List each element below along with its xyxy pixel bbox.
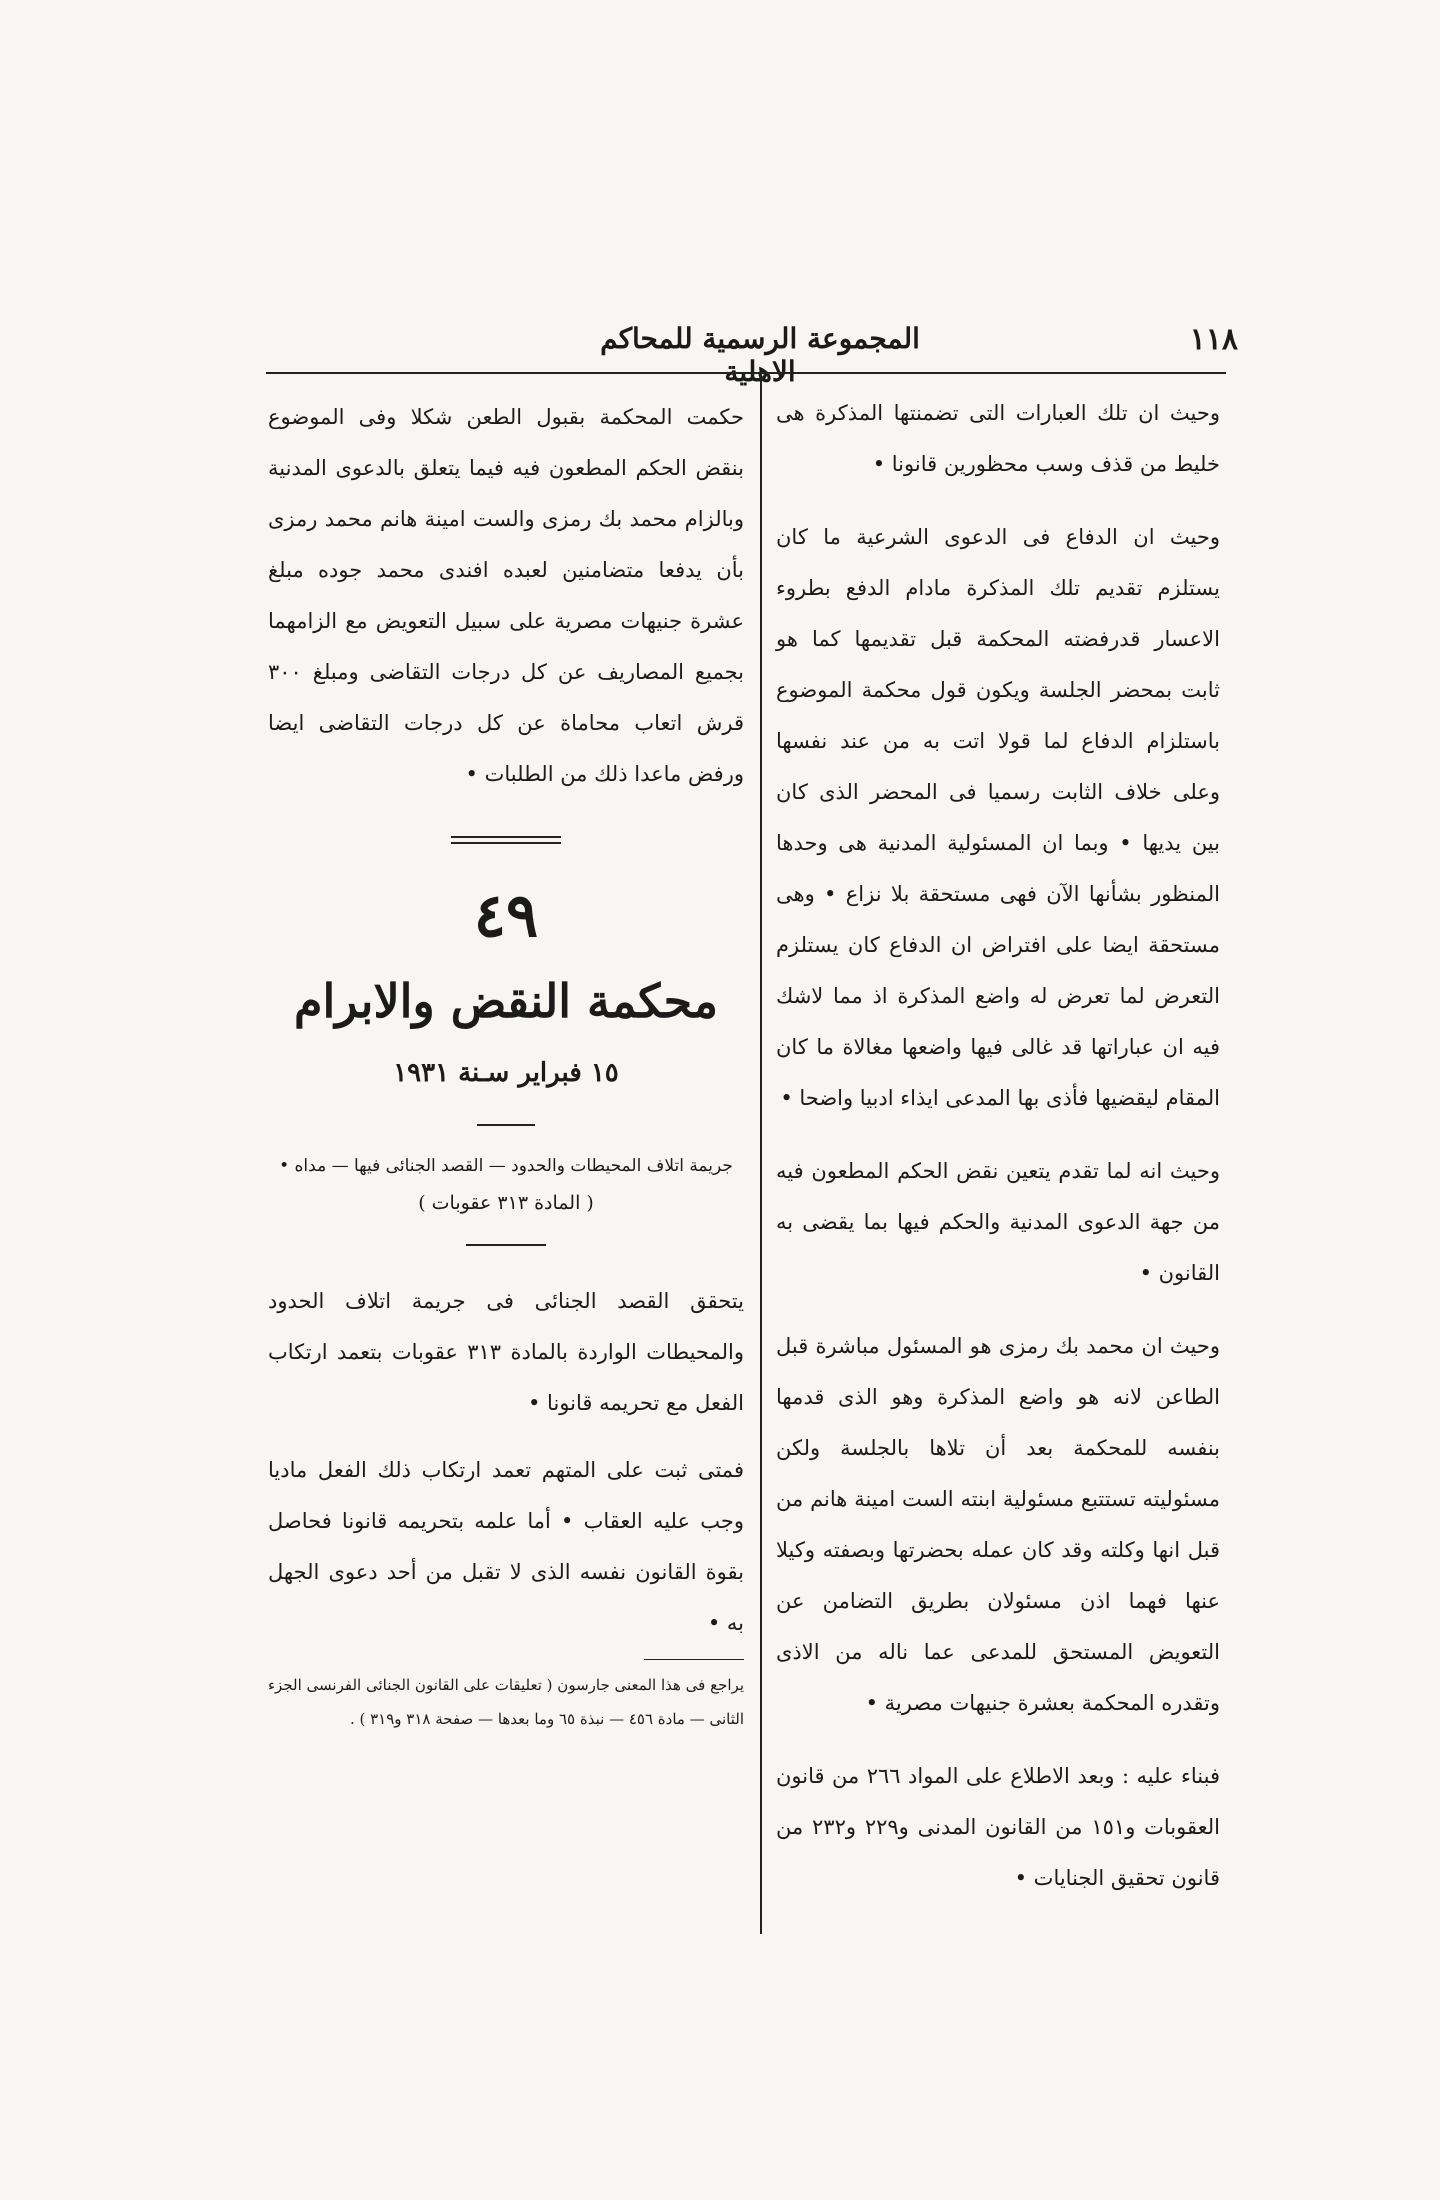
summary-paragraph: يتحقق القصد الجنائى فى جريمة اتلاف الحدود والمحيطات الواردة بالمادة ٣١٣ عقوبات بتعمد ارتكاب الفعل مع تحريمه قانونا • (268, 1289, 744, 1415)
court-name: محكمة النقض والابرام (294, 974, 718, 1028)
summary-paragraph: فمتى ثبت على المتهم تعمد ارتكاب ذلك الفعل ماديا وجب عليه العقاب • أما علمه بتحريمه قانونا فحاصل بقوة القانون نفسه الذى لا تقبل من أحد دعوى الجهل به • (268, 1458, 744, 1635)
header-rule (266, 372, 1226, 374)
paragraph: وحيث ان محمد بك رمزى هو المسئول مباشرة قبل الطاعن لانه هو واضع المذكرة وهو الذى قدمها بنفسه للمحكمة بعد أن تلاها بالجلسة ولكن مسئوليته تستتبع مسئولية ابنته الست امينة هانم من قبل انها وكلته وقد كان عمله بحضرتها وبصفته وكيلا عنها فهما اذن مسئولان بطريق التضامن عن التعويض المستحق للمدعى عما ناله من الاذى وتقدره المحكمة بعشرة جنيهات مصرية • (776, 1334, 1220, 1715)
column-divider (760, 374, 762, 1934)
paragraph: وحيث انه لما تقدم يتعين نقض الحكم المطعون فيه من جهة الدعوى المدنية والحكم فيها بما يقضى به القانون • (776, 1159, 1220, 1285)
paragraph: فبناء عليه : وبعد الاطلاع على المواد ٢٦٦ من قانون العقوبات و١٥١ من القانون المدنى و٢٢٩ و٢٣٢ من قانون تحقيق الجنايات • (776, 1764, 1220, 1890)
short-rule (466, 1244, 546, 1246)
footnote: يراجع فى هذا المعنى جارسون ( تعليقات على القانون الجنائى الفرنسى الجزء الثانى — مادة ٤٥٦ — نبذة ٦٥ وما بعدها — صفحة ٣١٨ و٣١٩ ) . (268, 1676, 744, 1728)
footnote-rule (644, 1659, 744, 1660)
case-summary (268, 1276, 744, 1649)
paragraph: وحيث ان تلك العبارات التى تضمنتها المذكرة هى خليط من قذف وسب محظورين قانونا • (776, 401, 1220, 476)
case-heading (268, 836, 744, 1246)
page-number: ١١٨ (1189, 322, 1238, 357)
article-reference: ( المادة ٣١٣ عقوبات ) (418, 1192, 594, 1214)
paragraph: وحيث ان الدفاع فى الدعوى الشرعية ما كان يستلزم تقديم تلك المذكرة مادام الدفع بطروء الاعسار قدرفضته المحكمة قبل تقديمها كما هو ثابت بمحضر الجلسة ويكون قول محكمة الموضوع باستلزام الدفاع لما قولا اتت به من عند نفسها وعلى خلاف الثابت رسميا فى المحضر الذى كان بين يديها • وبما ان المسئولية المدنية هى وحدها المنظور بشأنها الآن فهى مستحقة بلا نزاع • وهى مستحقة ايضا على افتراض ان الدفاع كان يستلزم التعرض لما تعرض له واضع المذكرة اذ مما لاشك فيه ان عباراتها قد غالى فيها واضعها مغالاة ما كان المقام ليقضيها فأذى بها المدعى ايذاء ادبيا واضحا • (776, 525, 1220, 1110)
journal-title: المجموعة الرسمية للمحاكم الاهلية (600, 322, 920, 388)
case-number: ٤٩ (473, 881, 539, 951)
double-rule (451, 836, 561, 844)
left-column (268, 392, 744, 1736)
case-keywords: جريمة اتلاف المحيطات والحدود — القصد الجنائى فيها — مداه • (279, 1156, 733, 1176)
right-column (776, 388, 1220, 1904)
case-date: ١٥ فبراير سـنة ١٩٣١ (393, 1058, 619, 1088)
short-rule (477, 1124, 535, 1126)
judgment-paragraph: حكمت المحكمة بقبول الطعن شكلا وفى الموضوع بنقض الحكم المطعون فيه فيما يتعلق بالدعوى المدنية وبالزام محمد بك رمزى والست امينة هانم محمد رمزى بأن يدفعا متضامنين لعبده افندى محمد جوده مبلغ عشرة جنيهات مصرية على سبيل التعويض مع الزامهما بجميع المصاريف عن كل درجات التقاضى ومبلغ ٣٠٠ قرش اتعاب محاماة عن كل درجات التقاضى ايضا ورفض ماعدا ذلك من الطلبات • (268, 405, 744, 786)
